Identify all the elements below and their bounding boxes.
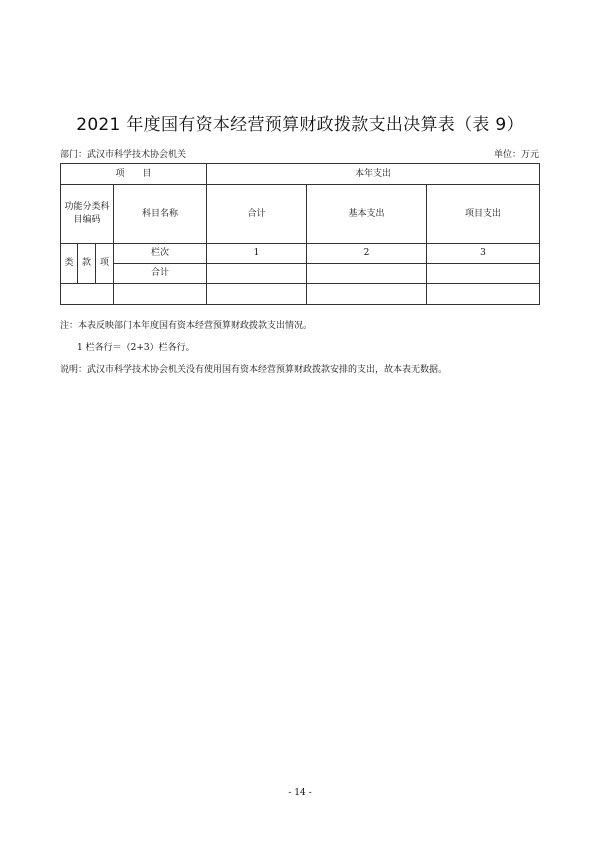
total-row	[61, 264, 540, 284]
table-header-row	[61, 164, 540, 185]
total-column-header: 合计	[207, 185, 307, 244]
empty-row	[61, 284, 540, 305]
total-row-label: 合计	[114, 264, 207, 284]
empty-code-cell	[61, 284, 114, 305]
column-number-2: 2	[307, 244, 427, 264]
project-expenditure-header: 项目支出	[427, 185, 540, 244]
function-code-header: 功能分类科目编码	[61, 185, 114, 244]
empty-basic-cell	[307, 284, 427, 305]
header-current-year-cell: 本年支出	[207, 164, 540, 185]
subject-name-header: 科目名称	[114, 185, 207, 244]
empty-total-cell	[207, 284, 307, 305]
page-title: 2021 年度国有资本经营预算财政拨款支出决算表（表 9）	[76, 115, 524, 135]
basic-expenditure-header: 基本支出	[307, 185, 427, 244]
page-number: - 14 -	[288, 788, 312, 798]
unit-label: 单位：万元	[493, 150, 539, 160]
table-subheader-row	[61, 185, 540, 244]
empty-project-cell	[427, 284, 540, 305]
column-number-label: 栏次	[114, 244, 207, 264]
empty-name-cell	[114, 284, 207, 305]
column-number-3: 3	[427, 244, 540, 264]
item-header: 项	[96, 244, 114, 284]
basic-value-cell	[307, 264, 427, 284]
total-value-cell	[207, 264, 307, 284]
note-formula: 1 栏各行＝（2+3）栏各行。	[77, 343, 195, 353]
department-label: 部门：武汉市科学技术协会机关	[60, 150, 187, 160]
note-scope: 注：本表反映部门本年度国有资本经营预算财政拨款支出情况。	[60, 321, 313, 331]
header-item-cell: 项 目	[61, 164, 207, 185]
expenditure-table	[60, 163, 540, 305]
column-number-row	[61, 244, 540, 264]
note-explanation: 说明：武汉市科学技术协会机关没有使用国有资本经营预算财政拨款安排的支出，故本表无数据。	[60, 365, 448, 375]
category-header: 类	[61, 244, 78, 284]
column-number-1: 1	[207, 244, 307, 264]
section-header: 款	[78, 244, 96, 284]
project-value-cell	[427, 264, 540, 284]
